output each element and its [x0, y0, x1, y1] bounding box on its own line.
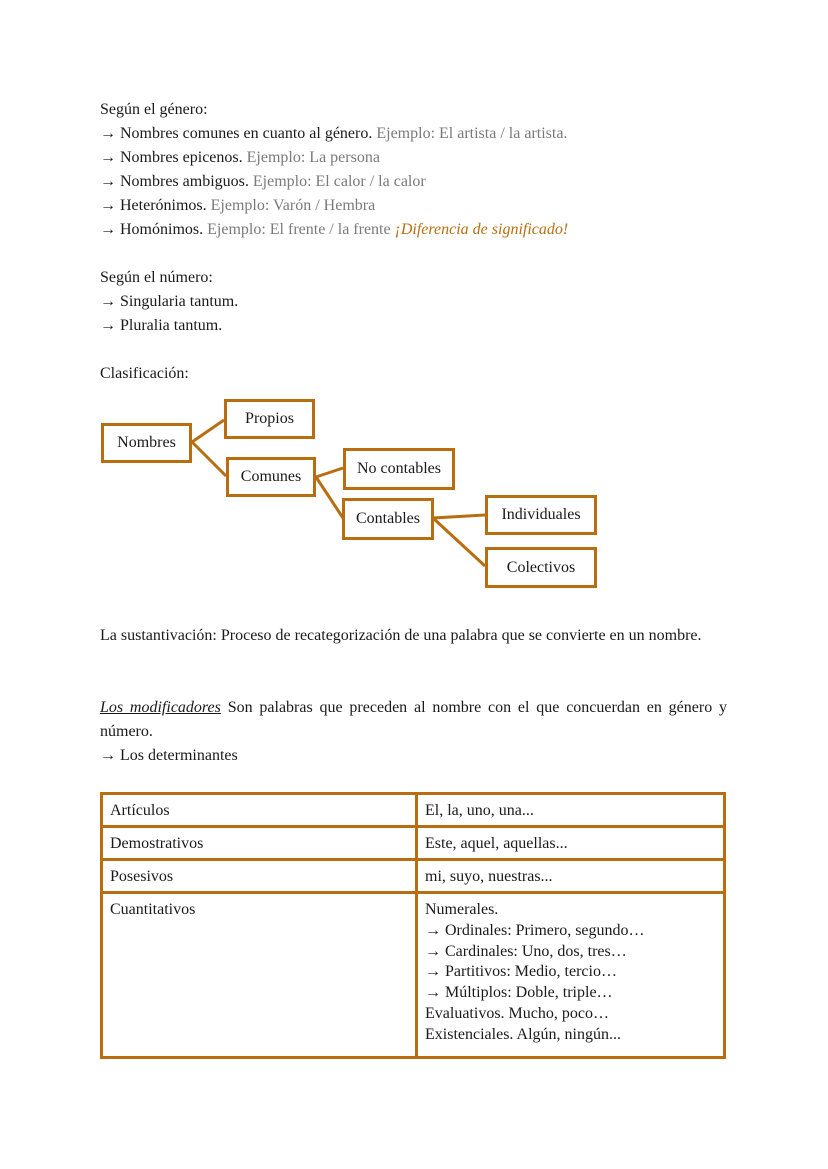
cuantitativos-line: Existenciales. Algún, ningún... — [425, 1025, 621, 1043]
genero-note: ¡Diferencia de significado! — [394, 221, 569, 238]
table-row — [102, 794, 725, 827]
node-nombres: Nombres — [101, 423, 192, 463]
table-cell-tipo: Demostrativos — [102, 827, 417, 860]
modificadores-term: Los modificadores — [100, 699, 221, 716]
genero-item — [100, 146, 568, 170]
determinantes-heading: → Los determinantes — [100, 747, 238, 764]
genero-example: Ejemplo: El artista / la artista. — [376, 125, 568, 142]
node-contables: Contables — [342, 498, 434, 540]
numero-item: → Pluralia tantum. — [100, 317, 223, 334]
numero-item: → Singularia tantum. — [100, 293, 239, 310]
numero-title: Según el número: — [100, 269, 213, 286]
node-comunes: Comunes — [226, 457, 316, 497]
sustantivacion-paragraph: La sustantivación: Proceso de recategorización de una palabra que se convierte en un nombre. — [100, 627, 702, 644]
connector-nombres-propios — [192, 420, 224, 442]
connector-nombres-comunes — [192, 442, 226, 476]
table-row — [102, 860, 725, 893]
cuantitativos-line: Evaluativos. Mucho, poco… — [425, 1004, 609, 1022]
table-cell-tipo: Posesivos — [102, 860, 417, 893]
table-cell-tipo: Artículos — [102, 794, 417, 827]
table-cell-ejemplos — [417, 893, 725, 1058]
modificadores-paragraph — [100, 696, 727, 744]
cuantitativos-line: → Ordinales: Primero, segundo… — [425, 921, 645, 939]
genero-title: Según el género: — [100, 101, 208, 118]
connector-contables-individuales — [433, 515, 485, 518]
genero-example: Ejemplo: El frente / la frente — [207, 221, 391, 238]
determinantes-table — [100, 792, 726, 1059]
table-cell-tipo: Cuantitativos — [102, 893, 417, 1058]
genero-example: Ejemplo: Varón / Hembra — [210, 197, 376, 214]
arrow: → — [100, 197, 116, 214]
node-colectivos: Colectivos — [485, 547, 597, 588]
node-no-contables: No contables — [343, 448, 455, 490]
modificadores-text: Son palabras que preceden al nombre con el que concuerdan en género y número. — [100, 699, 728, 740]
arrow: → — [100, 149, 116, 166]
genero-item — [100, 122, 568, 146]
genero-item — [100, 194, 568, 218]
genero-label: Homónimos. — [120, 221, 204, 238]
clasificacion-title: Clasificación: — [100, 365, 189, 382]
connector-comunes-contables — [316, 477, 343, 518]
node-propios: Propios — [224, 399, 315, 439]
genero-example: Ejemplo: El calor / la calor — [252, 173, 426, 190]
genero-label: Nombres epicenos. — [120, 149, 243, 166]
genero-section — [100, 98, 568, 242]
genero-item — [100, 218, 568, 242]
genero-item — [100, 170, 568, 194]
table-row — [102, 827, 725, 860]
modificadores-section — [100, 696, 727, 768]
genero-label: Nombres ambiguos. — [120, 173, 249, 190]
genero-label: Heterónimos. — [120, 197, 207, 214]
table-cell-ejemplos: El, la, uno, una... — [417, 794, 725, 827]
genero-label: Nombres comunes en cuanto al género. — [120, 125, 373, 142]
cuantitativos-line: → Cardinales: Uno, dos, tres… — [425, 942, 627, 960]
genero-example: Ejemplo: La persona — [246, 149, 380, 166]
clasificacion-section — [100, 362, 189, 386]
arrow: → — [100, 125, 116, 142]
node-individuales: Individuales — [485, 495, 597, 535]
connector-comunes-nocontables — [316, 468, 343, 477]
arrow: → — [100, 221, 116, 238]
connector-contables-colectivos — [433, 518, 485, 566]
cuantitativos-line: → Múltiplos: Doble, triple… — [425, 984, 613, 1002]
table-cell-ejemplos: Este, aquel, aquellas... — [417, 827, 725, 860]
cuantitativos-line: Numerales. — [425, 901, 499, 918]
numero-section — [100, 266, 238, 338]
arrow: → — [100, 173, 116, 190]
table-row — [102, 893, 725, 1058]
table-cell-ejemplos: mi, suyo, nuestras... — [417, 860, 725, 893]
cuantitativos-line: → Partitivos: Medio, tercio… — [425, 963, 617, 981]
